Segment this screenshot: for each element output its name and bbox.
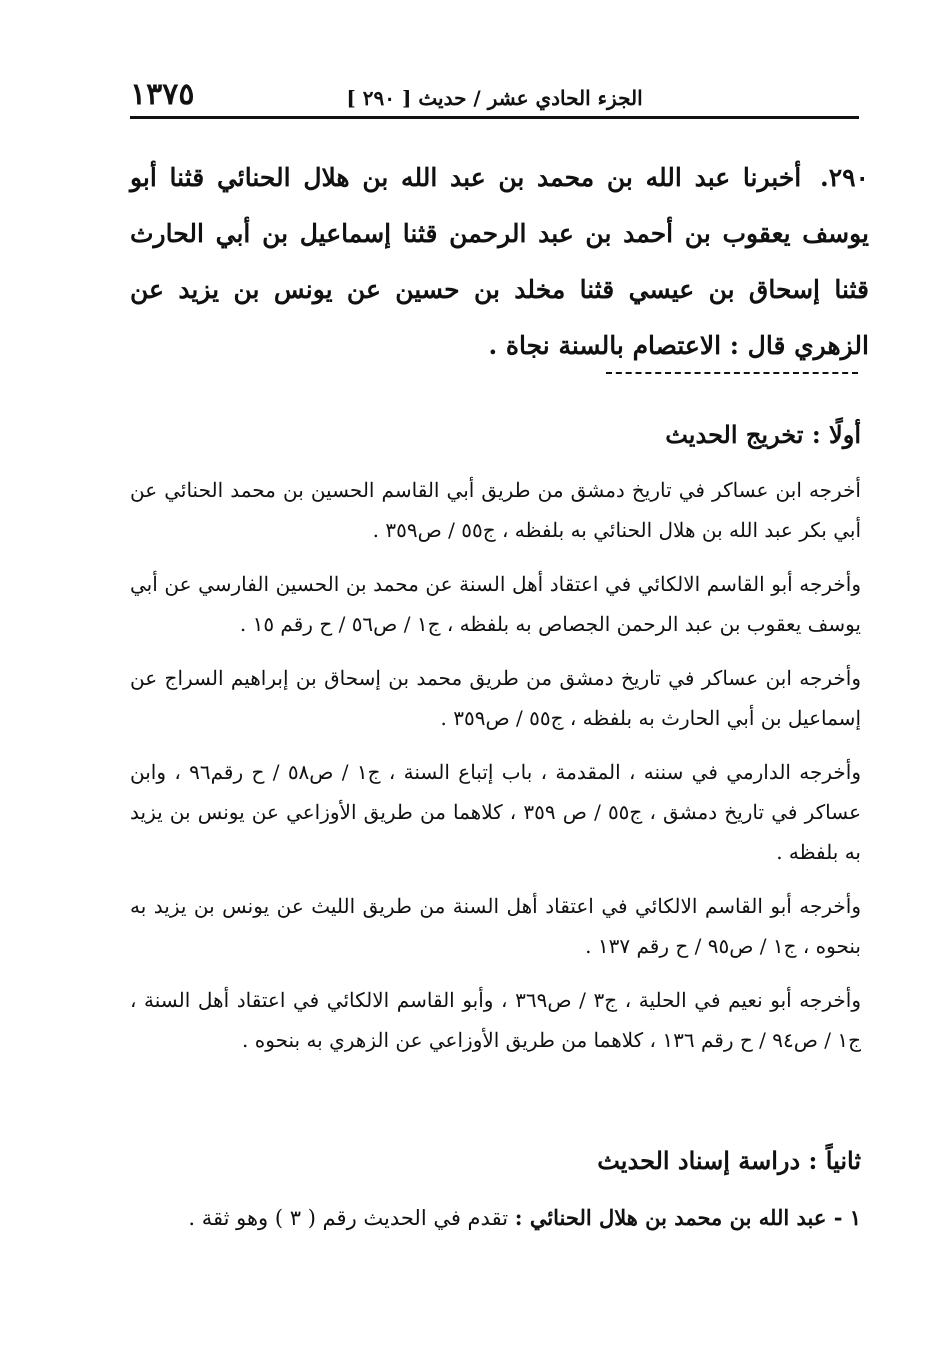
- narrator-entry: [130, 1198, 861, 1238]
- hadith-text: أخبرنا عبد الله بن محمد بن عبد الله بن هلال الحنائي قثنا أبو يوسف يعقوب بن أحمد بن عبد الرحمن قثنا إسماعيل بن أبي الحارث قثنا إسحاق بن عيسي قثنا مخلد بن حسين عن يونس بن يزيد عن الزهري قال : الاعتصام بالسنة نجاة .: [130, 163, 869, 360]
- dashed-separator: [606, 372, 858, 374]
- page-header: [130, 70, 859, 119]
- hadith-text-block: [130, 150, 869, 374]
- takhrij-paragraph: أخرجه ابن عساكر في تاريخ دمشق من طريق أبي القاسم الحسين بن محمد الحنائي عن أبي بكر عبد الله بن هلال الحنائي به بلفظه ، ج٥٥ / ص٣٥٩ .: [130, 478, 861, 542]
- section-heading-isnad: ثانياً : دراسة إسناد الحديث: [597, 1146, 861, 1175]
- running-head: الجزء الحادي عشر / حديث [ ٢٩٠ ]: [346, 86, 643, 110]
- section-heading-takhrij: أولًا : تخريج الحديث: [665, 420, 861, 449]
- takhrij-paragraph: وأخرجه أبو نعيم في الحلية ، ج٣ / ص٣٦٩ ، وأبو القاسم الالكائي في اعتقاد أهل السنة ، ج١ / ص٩٤ / ح رقم ١٣٦ ، كلاهما من طريق الأوزاعي عن الزهري به بنحوه .: [130, 988, 861, 1052]
- page-number: ١٣٧٥: [130, 77, 195, 112]
- takhrij-paragraph: وأخرجه أبو القاسم الالكائي في اعتقاد أهل السنة عن محمد بن الحسين الفارسي عن أبي يوسف يعقوب بن عبد الرحمن الجصاص به بلفظه ، ج١ / ص٥٦ / ح رقم ١٥ .: [130, 572, 861, 636]
- narrator-name: ١ - عبد الله بن محمد بن هلال الحنائي :: [514, 1205, 861, 1230]
- hadith-number: ٢٩٠.: [819, 163, 869, 192]
- narrator-note: تقدم في الحديث رقم ( ٣ ) وهو ثقة .: [188, 1206, 509, 1230]
- takhrij-paragraph: وأخرجه الدارمي في سننه ، المقدمة ، باب إتباع السنة ، ج١ / ص٥٨ / ح رقم٩٦ ، وابن عساكر في تاريخ دمشق ، ج٥٥ / ص ٣٥٩ ، كلاهما من طريق الأوزاعي عن يونس بن يزيد به بلفظه .: [130, 760, 862, 864]
- takhrij-paragraph: وأخرجه أبو القاسم الالكائي في اعتقاد أهل السنة من طريق الليث عن يونس بن يزيد به بنحوه ، ج١ / ص٩٥ / ح رقم ١٣٧ .: [130, 894, 861, 958]
- takhrij-paragraph: وأخرجه ابن عساكر في تاريخ دمشق من طريق محمد بن إسحاق بن إبراهيم السراج عن إسماعيل بن أبي الحارث به بلفظه ، ج٥٥ / ص٣٥٩ .: [130, 666, 861, 730]
- takhrij-paragraphs: [130, 470, 861, 1074]
